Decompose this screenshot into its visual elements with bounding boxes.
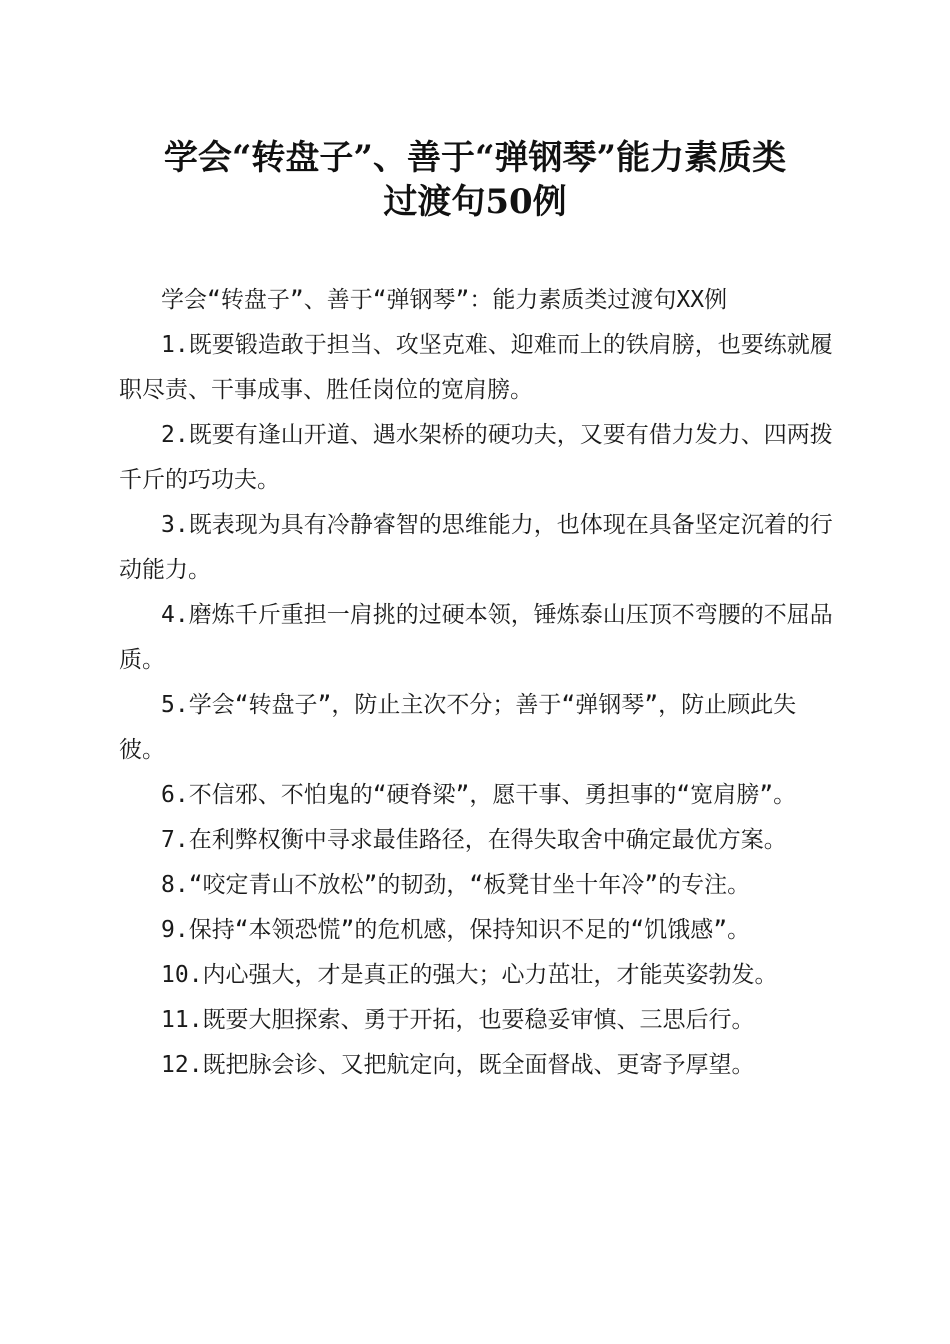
intro-paragraph: 学会“转盘子”、善于“弹钢琴”：能力素质类过渡句XX例 [161, 287, 728, 313]
paragraph-item-4: 4.磨炼千斤重担一肩挑的过硬本领，锤炼泰山压顶不弯腰的不屈品质。 [119, 602, 833, 673]
paragraph-item-12: 12.既把脉会诊、又把航定向，既全面督战、更寄予厚望。 [161, 1052, 755, 1078]
paragraph-item-7: 7.在利弊权衡中寻求最佳路径，在得失取舍中确定最优方案。 [161, 827, 787, 853]
paragraph-item-11: 11.既要大胆探索、勇于开拓，也要稳妥审慎、三思后行。 [161, 1007, 755, 1033]
paragraph-item-6: 6.不信邪、不怕鬼的“硬脊梁”，愿干事、勇担事的“宽肩膀”。 [161, 782, 797, 808]
paragraph-item-10: 10.内心强大，才是真正的强大；心力茁壮，才能英姿勃发。 [161, 962, 778, 988]
document-title-line-1: 学会“转盘子”、善于“弹钢琴”能力素质类 [163, 138, 787, 178]
paragraph-item-1: 1.既要锻造敢于担当、攻坚克难、迎难而上的铁肩膀，也要练就履职尽责、干事成事、胜任岗位的宽肩膀。 [119, 332, 833, 403]
document-body [119, 278, 839, 1088]
document-title-line-2: 过渡句50例 [383, 182, 567, 222]
paragraph-item-9: 9.保持“本领恐慌”的危机感，保持知识不足的“饥饿感”。 [161, 917, 751, 943]
paragraph-item-3: 3.既表现为具有冷静睿智的思维能力，也体现在具备坚定沉着的行动能力。 [119, 512, 833, 583]
paragraph-item-2: 2.既要有逢山开道、遇水架桥的硬功夫，又要有借力发力、四两拨千斤的巧功夫。 [119, 422, 833, 493]
paragraph-item-5: 5.学会“转盘子”，防止主次不分；善于“弹钢琴”，防止顾此失彼。 [119, 692, 797, 763]
paragraph-item-8: 8.“咬定青山不放松”的韧劲，“板凳甘坐十年冷”的专注。 [161, 872, 751, 898]
